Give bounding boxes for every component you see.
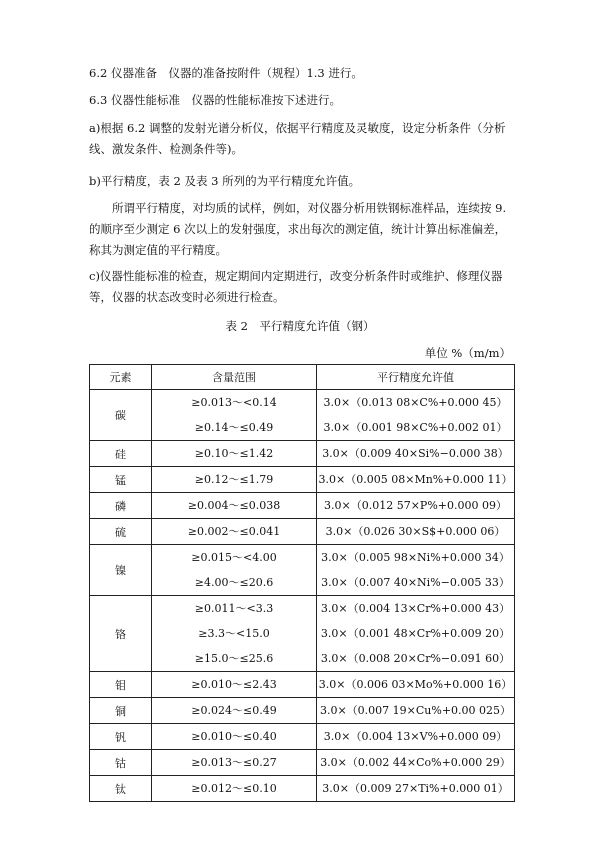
range-value: ≥0.013～<0.14 [191, 396, 277, 409]
range-value: ≥3.3～<15.0 [198, 627, 270, 640]
range-cell [152, 441, 317, 467]
tolerance-value: 3.0×（0.005 98×Ni%+0.000 34） [321, 551, 510, 564]
tolerance-value: 3.0×（0.007 40×Ni%−0.005 33） [321, 576, 510, 589]
tolerance-cell [317, 545, 515, 596]
table-row [90, 441, 515, 467]
element-cell: 钒 [90, 724, 152, 750]
tolerance-value: 3.0×（0.004 13×Cr%+0.000 43） [320, 602, 511, 615]
tolerance-cell [317, 390, 515, 441]
header-tolerance: 平行精度允许值 [317, 365, 515, 390]
table-row [90, 596, 515, 672]
table-row [90, 545, 515, 596]
range-value: ≥0.024～≤0.49 [191, 704, 277, 717]
tolerance-cell [317, 441, 515, 467]
tolerance-value: 3.0×（0.007 19×Cu%+0.00 025） [319, 704, 512, 717]
range-value: ≥0.010～≤0.40 [191, 730, 277, 743]
tolerance-cell [317, 750, 515, 776]
range-value: ≥0.010～≤2.43 [191, 678, 277, 691]
tolerance-value: 3.0×（0.002 44×Co%+0.000 29） [320, 756, 511, 769]
table-title: 表 2 平行精度允许值（钢） [225, 319, 375, 333]
table-row [90, 698, 515, 724]
range-cell [152, 493, 317, 519]
table-row [90, 519, 515, 545]
tolerance-cell [317, 698, 515, 724]
precision-table [89, 364, 515, 802]
range-value: ≥0.002～≤0.041 [187, 525, 281, 538]
tolerance-value: 3.0×（0.009 27×Ti%+0.000 01） [322, 782, 509, 795]
range-value: ≥0.011～<3.3 [194, 602, 274, 615]
tolerance-cell [317, 519, 515, 545]
element-cell: 磷 [90, 493, 152, 519]
paragraph-6-2: 6.2 仪器准备 仪器的准备按附件（规程）1.3 进行。 [89, 66, 363, 80]
table-row [90, 493, 515, 519]
range-value: ≥0.14～≤0.49 [194, 421, 274, 434]
table-row [90, 672, 515, 698]
tolerance-value: 3.0×（0.005 08×Mn%+0.000 11） [318, 473, 513, 486]
range-value: ≥0.013～≤0.27 [191, 756, 277, 769]
table-row [90, 467, 515, 493]
table-unit: 单位 %（m/m） [424, 346, 511, 360]
tolerance-cell [317, 493, 515, 519]
table-header-row [90, 365, 515, 390]
tolerance-cell [317, 724, 515, 750]
table-row [90, 390, 515, 441]
range-value: ≥0.10～≤1.42 [194, 447, 274, 460]
range-cell [152, 596, 317, 672]
tolerance-cell [317, 596, 515, 672]
element-cell: 镍 [90, 545, 152, 596]
tolerance-cell [317, 776, 515, 802]
range-cell [152, 519, 317, 545]
table-row [90, 724, 515, 750]
element-cell: 钴 [90, 750, 152, 776]
element-cell: 硫 [90, 519, 152, 545]
table-row [90, 750, 515, 776]
range-cell [152, 776, 317, 802]
range-cell [152, 698, 317, 724]
range-cell [152, 750, 317, 776]
range-value: ≥4.00～≤20.6 [194, 576, 274, 589]
range-value: ≥15.0～≤25.6 [194, 652, 274, 665]
element-cell: 钛 [90, 776, 152, 802]
range-value: ≥0.004～≤0.038 [187, 499, 281, 512]
tolerance-value: 3.0×（0.009 40×Si%−0.000 38） [322, 447, 509, 460]
element-cell: 铬 [90, 596, 152, 672]
tolerance-value: 3.0×（0.008 20×Cr%−0.091 60） [320, 652, 511, 665]
paragraph-definition: 所谓平行精度，对均质的试样，例如，对仪器分析用铁钢标准样品，连续按 9. 的顺序至少测定 6 次以上的发射强度，求出每次的测定值，统计计算出标准偏差，称其为测定值的平行精度。 [89, 201, 507, 257]
range-cell [152, 467, 317, 493]
element-cell: 钼 [90, 672, 152, 698]
header-element: 元素 [90, 365, 152, 390]
range-cell [152, 545, 317, 596]
element-cell: 锰 [90, 467, 152, 493]
element-cell: 硅 [90, 441, 152, 467]
tolerance-value: 3.0×（0.004 13×V%+0.000 09） [323, 730, 508, 743]
tolerance-value: 3.0×（0.001 48×Cr%+0.009 20） [320, 627, 511, 640]
tolerance-value: 3.0×（0.001 98×C%+0.002 01） [323, 421, 508, 434]
tolerance-value: 3.0×（0.013 08×C%+0.000 45） [323, 396, 508, 409]
tolerance-cell [317, 672, 515, 698]
paragraph-6-3: 6.3 仪器性能标准 仪器的性能标准按下述进行。 [89, 93, 341, 107]
header-range: 含量范围 [152, 365, 317, 390]
range-cell [152, 724, 317, 750]
tolerance-cell [317, 467, 515, 493]
element-cell: 铜 [90, 698, 152, 724]
table-row [90, 776, 515, 802]
tolerance-value: 3.0×（0.026 30×S$+0.000 06） [325, 525, 506, 538]
range-value: ≥0.012～≤0.10 [191, 782, 277, 795]
tolerance-value: 3.0×（0.006 03×Mo%+0.000 16） [318, 678, 513, 691]
range-cell [152, 672, 317, 698]
range-cell [152, 390, 317, 441]
tolerance-value: 3.0×（0.012 57×P%+0.000 09） [324, 499, 507, 512]
paragraph-b: b)平行精度，表 2 及表 3 所列的为平行精度允许值。 [89, 174, 361, 188]
paragraph-a: a)根据 6.2 调整的发射光谱分析仪，依据平行精度及灵敏度，设定分析条件（分析线、激发条件、检测条件等)。 [89, 121, 506, 156]
paragraph-c: c)仪器性能标准的检查，规定期间内定期进行，改变分析条件时或维护、修理仪器等，仪器的状态改变时必须进行检查。 [89, 269, 503, 304]
range-value: ≥0.015～<4.00 [191, 551, 277, 564]
element-cell: 碳 [90, 390, 152, 441]
range-value: ≥0.12～≤1.79 [194, 473, 274, 486]
